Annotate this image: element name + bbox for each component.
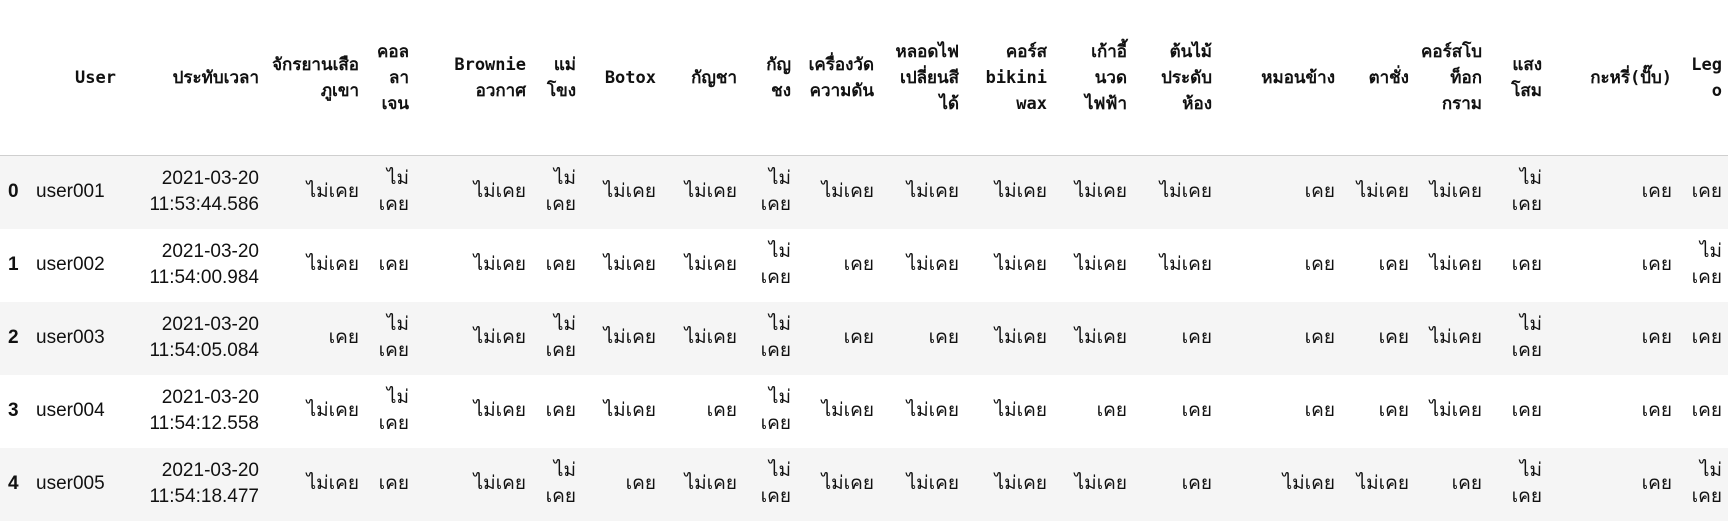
table-cell: ไม่เคย xyxy=(1429,254,1482,275)
table-cell: ไม่เคย xyxy=(473,327,526,348)
table-cell: ไม่เคย xyxy=(1074,181,1127,203)
table-cell: เคย xyxy=(545,400,576,421)
table-cell: ไม่เคย xyxy=(994,473,1047,494)
table-cell: 2021-03-20 11:54:18.477 xyxy=(149,460,259,507)
table-cell: ไม่เคย xyxy=(545,314,576,361)
table-cell: ไม่เคย xyxy=(603,400,656,421)
table-cell: ไม่เคย xyxy=(378,314,409,361)
table-cell: เคย xyxy=(1378,254,1409,275)
table-cell: ไม่เคย xyxy=(684,473,737,494)
table-row xyxy=(0,448,1728,521)
table-cell: ไม่เคย xyxy=(821,181,874,203)
column-header-mountain-bike: จักรยานเสือภูเขา xyxy=(267,0,367,156)
row-index: 3 xyxy=(8,400,19,421)
column-header-collagen: คอลลาเจน xyxy=(367,0,417,156)
table-cell: ไม่เคย xyxy=(1691,241,1722,288)
table-cell: เคย xyxy=(706,400,737,421)
table-cell: เคย xyxy=(378,254,409,275)
table-cell: ไม่เคย xyxy=(1429,327,1482,348)
table-cell: เคย xyxy=(1511,254,1542,275)
table-cell: ไม่เคย xyxy=(306,400,359,421)
table-cell: ไม่เคย xyxy=(906,473,959,494)
table-cell: 2021-03-20 11:54:12.558 xyxy=(149,387,259,434)
table-cell: ไม่เคย xyxy=(1074,327,1127,348)
table-cell: ไม่เคย xyxy=(760,387,791,434)
column-header-hemp: กัญชง xyxy=(745,0,799,156)
table-cell: ไม่เคย xyxy=(545,460,576,507)
table-cell: ไม่เคย xyxy=(306,181,359,203)
table-cell: user002 xyxy=(36,254,105,275)
column-header-user: User xyxy=(32,0,124,156)
table-cell: ไม่เคย xyxy=(1282,473,1335,494)
table-cell: เคย xyxy=(1641,473,1672,494)
table-cell: ไม่เคย xyxy=(473,473,526,494)
table-cell: ไม่เคย xyxy=(1074,473,1127,494)
table-cell: เคย xyxy=(328,327,359,348)
table-cell: เคย xyxy=(1304,327,1335,348)
column-header-mekhong: แม่โขง xyxy=(534,0,584,156)
table-cell: 2021-03-20 11:54:05.084 xyxy=(149,314,259,361)
table-cell: ไม่เคย xyxy=(1356,181,1409,203)
table-cell: ไม่เคย xyxy=(1159,181,1212,203)
column-header-timestamp: ประทับเวลา xyxy=(124,0,267,156)
table-cell: เคย xyxy=(1641,400,1672,421)
table-cell: เคย xyxy=(1096,400,1127,421)
column-header-index xyxy=(0,0,32,156)
column-header-cannabis: กัญชา xyxy=(664,0,745,156)
table-cell: user001 xyxy=(36,181,105,203)
column-header-jaw-botox: คอร์สโบท็อกกราม xyxy=(1417,0,1490,156)
table-cell: เคย xyxy=(1304,400,1335,421)
table-cell: เคย xyxy=(1378,400,1409,421)
column-header-houseplant: ต้นไม้ประดับห้อง xyxy=(1135,0,1220,156)
table-cell: ไม่เคย xyxy=(603,254,656,275)
table-cell: เคย xyxy=(1641,254,1672,275)
table-cell: เคย xyxy=(1378,327,1409,348)
table-cell: ไม่เคย xyxy=(906,254,959,275)
table-cell: เคย xyxy=(843,254,874,275)
table-cell: ไม่เคย xyxy=(306,473,359,494)
table-cell: ไม่เคย xyxy=(603,327,656,348)
table-cell: ไม่เคย xyxy=(603,181,656,203)
table-cell: user003 xyxy=(36,327,105,348)
row-index: 4 xyxy=(8,473,19,494)
table-cell: เคย xyxy=(1511,400,1542,421)
table-cell: เคย xyxy=(843,327,874,348)
table-row xyxy=(0,375,1728,448)
table-cell: ไม่เคย xyxy=(760,168,791,216)
table-cell: ไม่เคย xyxy=(473,400,526,421)
column-header-lego: Lego xyxy=(1680,0,1728,156)
column-header-curry-puff: กะหรี่(ปั๊บ) xyxy=(1550,0,1680,156)
table-cell: ไม่เคย xyxy=(378,387,409,434)
table-cell: ไม่เคย xyxy=(1429,181,1482,203)
table-cell: เคย xyxy=(1304,181,1335,203)
table-cell: ไม่เคย xyxy=(821,473,874,494)
table-cell: 2021-03-20 11:53:44.586 xyxy=(149,168,259,216)
table-cell: เคย xyxy=(1181,400,1212,421)
table-cell: ไม่เคย xyxy=(684,181,737,203)
table-cell: ไม่เคย xyxy=(1511,168,1542,216)
column-header-massage-chair: เก้าอี้นวดไฟฟ้า xyxy=(1055,0,1135,156)
table-row xyxy=(0,302,1728,375)
column-header-bolster-pillow: หมอนข้าง xyxy=(1220,0,1343,156)
row-index: 1 xyxy=(8,254,19,275)
table-cell: เคย xyxy=(545,254,576,275)
table-cell: ไม่เคย xyxy=(473,181,526,203)
table-cell: ไม่เคย xyxy=(306,254,359,275)
table-cell: ไม่เคย xyxy=(1074,254,1127,275)
table-row xyxy=(0,229,1728,302)
table-cell: ไม่เคย xyxy=(684,254,737,275)
column-header-botox: Botox xyxy=(584,0,664,156)
row-index: 0 xyxy=(8,181,19,203)
row-index: 2 xyxy=(8,327,19,348)
table-cell: ไม่เคย xyxy=(1511,460,1542,507)
table-cell: ไม่เคย xyxy=(994,181,1047,203)
table-cell: เคย xyxy=(378,473,409,494)
table-cell: เคย xyxy=(1691,181,1722,203)
table-cell: เคย xyxy=(1451,473,1482,494)
table-cell: เคย xyxy=(1641,181,1672,203)
column-header-scale: ตาชั่ง xyxy=(1343,0,1417,156)
table-cell: ไม่เคย xyxy=(760,314,791,361)
table-cell: ไม่เคย xyxy=(1691,460,1722,507)
table-cell: เคย xyxy=(625,473,656,494)
column-header-space-brownie: Brownie อวกาศ xyxy=(417,0,534,156)
column-header-color-changing-bulb: หลอดไฟเปลี่ยนสีได้ xyxy=(882,0,967,156)
table-cell: เคย xyxy=(1181,473,1212,494)
column-header-bikini-wax: คอร์ส bikini wax xyxy=(967,0,1055,156)
table-cell: ไม่เคย xyxy=(821,400,874,421)
table-cell: ไม่เคย xyxy=(760,241,791,288)
table-cell: ไม่เคย xyxy=(1356,473,1409,494)
table-cell: ไม่เคย xyxy=(906,400,959,421)
table-cell: เคย xyxy=(1181,327,1212,348)
table-cell: ไม่เคย xyxy=(1511,314,1542,361)
column-header-blood-pressure-monitor: เครื่องวัดความดัน xyxy=(799,0,882,156)
column-header-saeng-som: แสงโสม xyxy=(1490,0,1550,156)
table-cell: ไม่เคย xyxy=(994,327,1047,348)
table-cell: เคย xyxy=(1691,327,1722,348)
table-cell: เคย xyxy=(1641,327,1672,348)
table-cell: 2021-03-20 11:54:00.984 xyxy=(149,241,259,288)
table-cell: ไม่เคย xyxy=(1429,400,1482,421)
table-cell: ไม่เคย xyxy=(378,168,409,216)
table-cell: ไม่เคย xyxy=(684,327,737,348)
table-cell: ไม่เคย xyxy=(906,181,959,203)
table-cell: ไม่เคย xyxy=(994,254,1047,275)
table-cell: เคย xyxy=(1691,400,1722,421)
table-cell: user005 xyxy=(36,473,105,494)
table-cell: ไม่เคย xyxy=(994,400,1047,421)
table-cell: ไม่เคย xyxy=(1159,254,1212,275)
table-cell: ไม่เคย xyxy=(760,460,791,507)
table-cell: ไม่เคย xyxy=(545,168,576,216)
table-cell: ไม่เคย xyxy=(473,254,526,275)
table-cell: เคย xyxy=(928,327,959,348)
table-cell: user004 xyxy=(36,400,105,421)
header-row xyxy=(0,0,1728,156)
table-row xyxy=(0,156,1728,229)
table-cell: เคย xyxy=(1304,254,1335,275)
